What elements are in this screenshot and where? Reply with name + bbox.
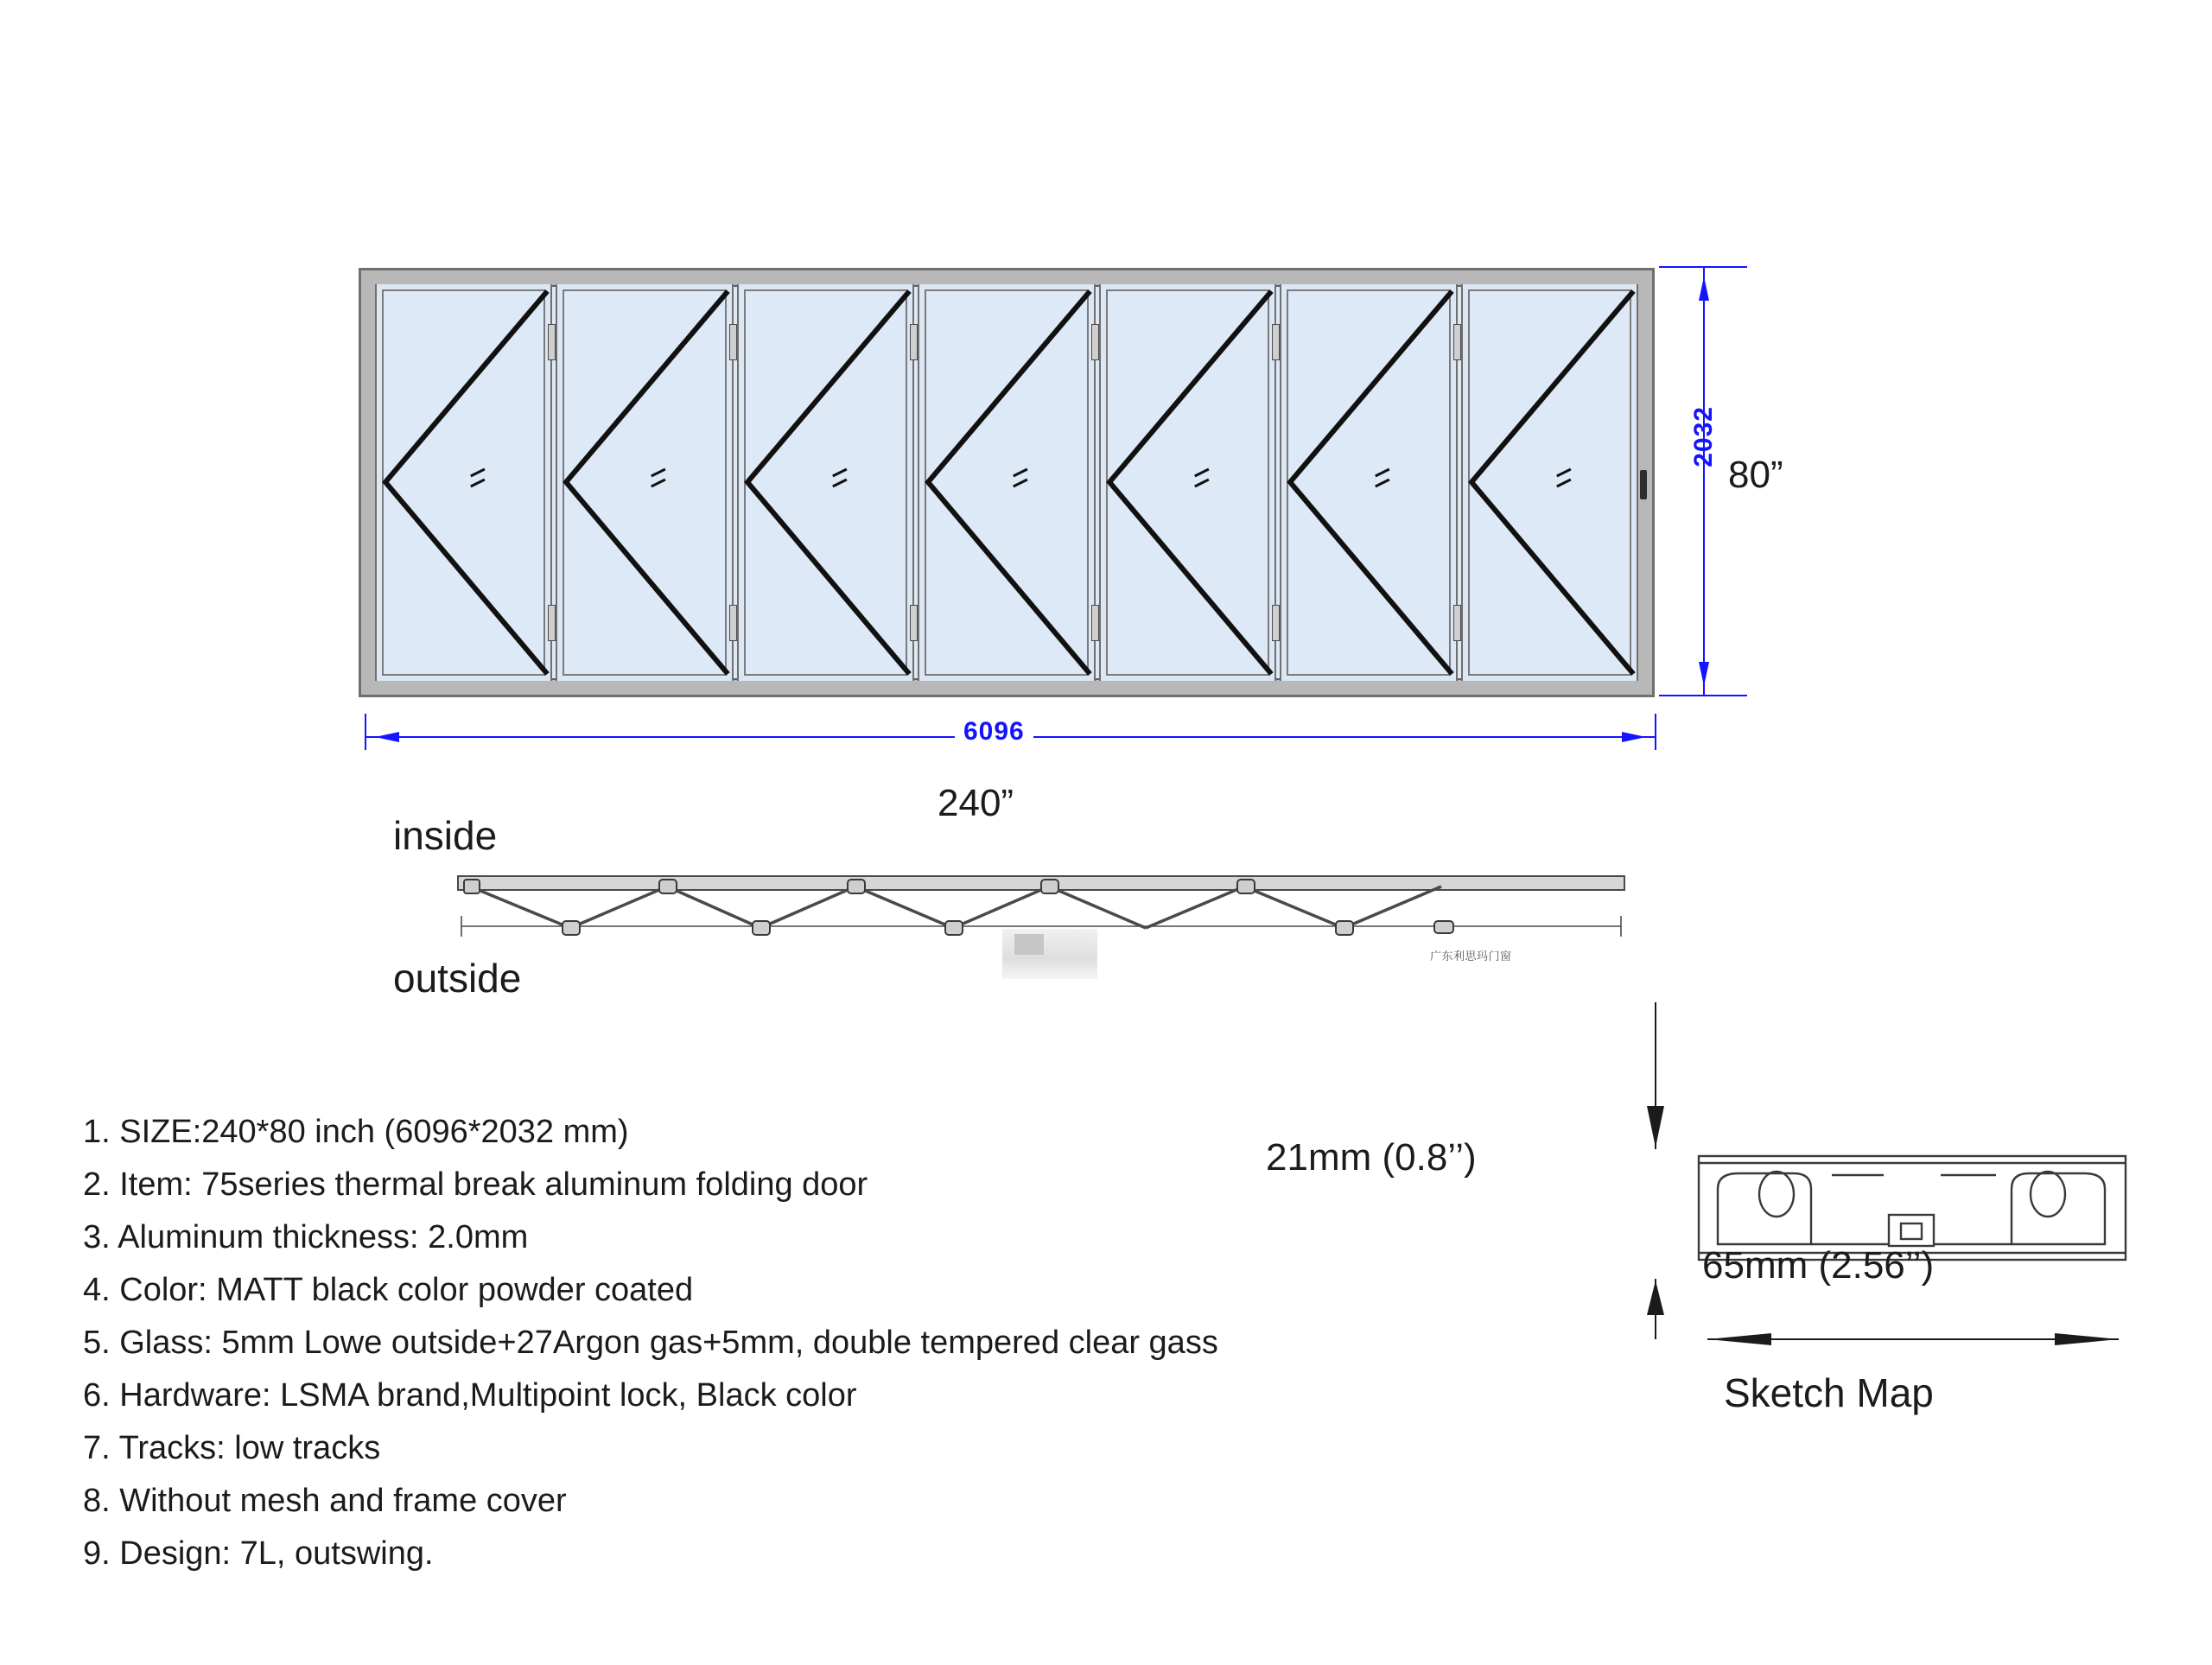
- swing-arrow-7: [1463, 284, 1637, 681]
- swing-arrow-3: [739, 284, 912, 681]
- swing-arrow-6: [1281, 284, 1455, 681]
- swing-arrow-5: [1101, 284, 1274, 681]
- depth-dimension-label: 21mm (0.8’’): [1266, 1136, 1477, 1179]
- hinge-icon: [548, 324, 556, 360]
- spec-item: 9. Design: 7L, outswing.: [83, 1535, 434, 1572]
- height-dimension-mm: 2032: [1689, 406, 1718, 467]
- door-panel-4[interactable]: [918, 284, 1095, 681]
- hinge-icon: [729, 605, 737, 641]
- swing-arrow-4: [919, 284, 1093, 681]
- hinge-icon: [1091, 605, 1099, 641]
- hinge-icon: [1453, 605, 1461, 641]
- outside-label: outside: [393, 956, 522, 1001]
- inside-label: inside: [393, 813, 498, 858]
- door-panel-2[interactable]: [556, 284, 733, 681]
- hinge-icon: [1091, 324, 1099, 360]
- spec-item: 4. Color: MATT black color powder coated: [83, 1272, 694, 1308]
- width-dimension-inch: 240”: [938, 782, 1014, 824]
- door-panel-5[interactable]: [1099, 284, 1276, 681]
- door-panel-1[interactable]: [375, 284, 552, 681]
- width-dimension-mm: 6096: [955, 717, 1033, 747]
- hinge-icon: [910, 605, 918, 641]
- hinge-icon: [729, 324, 737, 360]
- door-panel-6[interactable]: [1280, 284, 1457, 681]
- watermark-logo: [1002, 929, 1097, 979]
- swing-arrow-2: [557, 284, 731, 681]
- spec-item: 5. Glass: 5mm Lowe outside+27Argon gas+5mm, double tempered clear gass: [83, 1325, 1218, 1361]
- sketch-map-title: Sketch Map: [1724, 1370, 1934, 1415]
- spec-item: 7. Tracks: low tracks: [83, 1430, 381, 1466]
- height-dimension-inch: 80”: [1728, 454, 1783, 496]
- door-panels: [375, 284, 1638, 681]
- hinge-icon: [910, 324, 918, 360]
- hinge-icon: [1453, 324, 1461, 360]
- hinge-icon: [1272, 605, 1280, 641]
- door-panel-7[interactable]: [1461, 284, 1638, 681]
- hinge-icon: [1272, 324, 1280, 360]
- width-dimension-label: 65mm (2.56’’): [1702, 1244, 1935, 1287]
- hinge-icon: [548, 605, 556, 641]
- elevation-drawing: [359, 268, 1655, 700]
- swing-arrow-1: [377, 284, 550, 681]
- spec-item: 3. Aluminum thickness: 2.0mm: [83, 1219, 529, 1255]
- door-handle-icon[interactable]: [1640, 470, 1647, 499]
- door-panel-3[interactable]: [737, 284, 914, 681]
- spec-item: 2. Item: 75series thermal break aluminum folding door: [83, 1166, 868, 1203]
- spec-item: 6. Hardware: LSMA brand,Multipoint lock, Black color: [83, 1377, 857, 1414]
- spec-item: 1. SIZE:240*80 inch (6096*2032 mm): [83, 1114, 629, 1150]
- plan-note-text: 广东利思玛门窗: [1430, 950, 1512, 963]
- spec-item: 8. Without mesh and frame cover: [83, 1483, 567, 1519]
